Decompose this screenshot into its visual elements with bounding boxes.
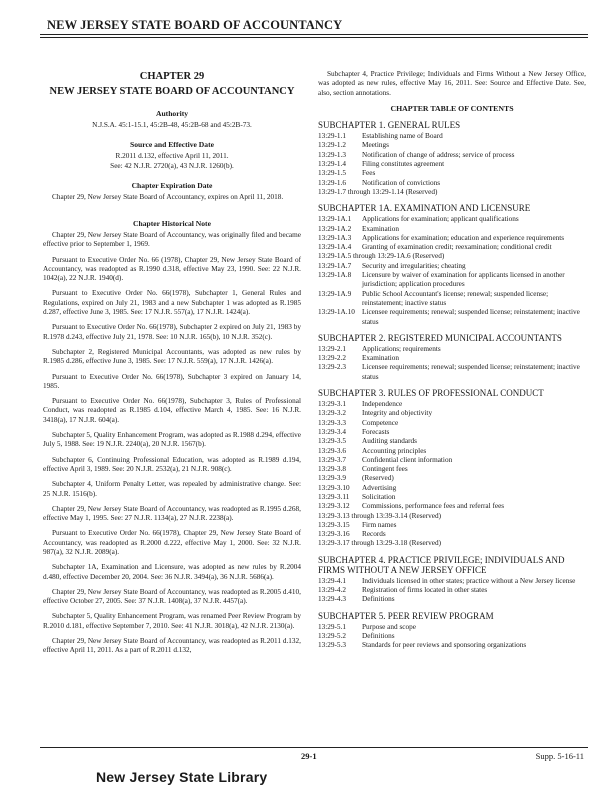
- toc-section-title: Definitions: [362, 631, 395, 640]
- toc-entry: [318, 595, 586, 604]
- toc-section-number: 13:29-1.2: [318, 141, 346, 150]
- toc-section-number: 13:29-3.5: [318, 437, 346, 446]
- toc-entry: [318, 132, 586, 141]
- footer-rule: [40, 747, 588, 748]
- toc-section-title: Meetings: [362, 141, 389, 150]
- toc-subchapter-heading: SUBCHAPTER 1. GENERAL RULES: [318, 120, 461, 131]
- toc-section-number: 13:29-3.1: [318, 400, 346, 409]
- toc-entry: [318, 290, 586, 309]
- toc-section-number: 13:29-3.9: [318, 474, 346, 483]
- toc-section-number: 13:29-4.1: [318, 576, 346, 585]
- source-heading: Source and Effective Date: [129, 140, 214, 150]
- toc-entry: [318, 465, 586, 474]
- history-paragraph: Chapter 29, New Jersey State Board of Accountancy, was readopted as R.2005 d.410, effective October 27, 2005. See: 37 N.J.R. 1408(a), 37 N.J.R. 4457(a).: [43, 587, 301, 606]
- toc-entry: [318, 345, 586, 354]
- toc-section-title: Accounting principles: [362, 446, 427, 455]
- toc-section-number: 13:29-3.2: [318, 409, 346, 418]
- toc-entry: [318, 577, 586, 586]
- toc-entry: [318, 623, 586, 632]
- chapter-number: CHAPTER 29: [139, 71, 205, 82]
- toc-section-number: 13:29-1A.9: [318, 289, 352, 298]
- toc-section-title: Standards for peer reviews and sponsoring organizations: [362, 641, 527, 650]
- toc-section-number: 13:29-5.2: [318, 631, 346, 640]
- toc-section-title: Granting of examination credit; reexamination; conditional credit: [362, 243, 552, 252]
- history-paragraph: Pursuant to Executive Order No. 66(1978), Subchapter 1, General Rules and Regulations, expired on July 21, 1983 and a new Subchapter 1 was adopted as R.1985 d.287, effective June 3, 1985. See: 17 N.J.R. 557(a), 17 N.J.R. 1424(a).: [43, 289, 301, 317]
- toc-subchapter: [318, 555, 586, 605]
- toc-section-title: Integrity and objectivity: [362, 409, 433, 418]
- toc-subchapter-heading: SUBCHAPTER 1A. EXAMINATION AND LICENSURE: [318, 203, 531, 214]
- toc-section-title: Security and irregularities; cheating: [362, 261, 466, 270]
- history-paragraph: Chapter 29, New Jersey State Board of Accountancy, was readopted as R.2011 d.132, effective April 11, 2011. As a part of R.2011 d.132,: [43, 637, 301, 655]
- running-header: NEW JERSEY STATE BOARD OF ACCOUNTANCY: [47, 18, 343, 32]
- toc-entry: [318, 502, 586, 511]
- toc-entry: [318, 160, 586, 169]
- authority-text: N.J.S.A. 45:1-15.1, 45:2B-48, 45:2B-68 and 45:2B-73.: [92, 120, 252, 129]
- toc-section-title: (Reserved): [362, 474, 394, 483]
- toc-entry: [318, 641, 586, 650]
- history-paragraph: Pursuant to Executive Order No. 66(1978), Subchapter 2 expired on July 21, 1983 by R.1978 d.243, effective July 21, 1978. See: 10 N.J.R. 165(b), 10 N.J.R. 352(c).: [43, 323, 301, 341]
- toc-section-number: 13:29-3.15: [318, 520, 350, 529]
- toc-section-title: Definitions: [362, 595, 395, 604]
- subchapter-4-note: Subchapter 4, Practice Privilege; Individuals and Firms Without a New Jersey Office, was adopted as new rules, effective May 16, 2011. See: Source and Effective Date. See, also, section annotations.: [318, 70, 586, 97]
- toc-section-title: Records: [362, 530, 386, 539]
- toc-entry: [318, 456, 586, 465]
- toc-section-title: Public School Accountant's license; renewal; suspended license; reinstatement; inactive status: [362, 289, 549, 307]
- expiration-text: Chapter 29, New Jersey State Board of Accountancy, expires on April 11, 2018.: [52, 193, 284, 202]
- page-number: 29-1: [301, 751, 317, 761]
- expiration-heading: Chapter Expiration Date: [131, 181, 213, 191]
- toc-section-title: Establishing name of Board: [362, 132, 443, 141]
- toc-section-title: Purpose and scope: [362, 622, 416, 631]
- toc-entry: [318, 484, 586, 493]
- history-paragraph: Subchapter 5, Quality Enhancement Program, was renamed Peer Review Program by R.2010 d.181, effective September 7, 2010. See: 41 N.J.R. 3018(a), 42 N.J.R. 2130(a).: [43, 612, 301, 630]
- toc-section-number: 13:29-5.1: [318, 622, 346, 631]
- source-line-2: See: 42 N.J.R. 2720(a), 43 N.J.R. 1260(b).: [110, 161, 234, 170]
- toc-entry: [318, 151, 586, 160]
- toc-section-number: 13:29-4.3: [318, 595, 346, 604]
- toc-section-number: 13:29-2.3: [318, 363, 346, 372]
- history-paragraph: Subchapter 1A, Examination and Licensure, was adopted as new rules by R.2004 d.480, effective December 20, 2004. See: 36 N.J.R. 3494(a), 36 N.J.R. 5686(a).: [43, 563, 301, 581]
- history-paragraph: Pursuant to Executive Order No. 66(1978), Subchapter 3 expired on January 14, 1985.: [43, 372, 301, 390]
- toc-section-title: Notification of convictions: [362, 178, 441, 187]
- toc-section-title: Applications; requirements: [362, 344, 441, 353]
- toc-entry: [318, 530, 586, 539]
- toc-section-title: Licensee requirements; renewal; suspended license; reinstatement; inactive status: [362, 363, 580, 381]
- toc-section-title: Registration of firms located in other states: [362, 586, 488, 595]
- toc-section-number: 13:29-1.1: [318, 132, 346, 141]
- history-paragraph: Chapter 29, New Jersey State Board of Accountancy, was originally filed and became effective prior to September 1, 1969.: [43, 230, 301, 249]
- toc-section-title: Applications for examination; applicant qualifications: [362, 215, 519, 224]
- toc-section-title: Licensure by waiver of examination for applicants licensed in another jurisdiction; application procedures: [362, 271, 565, 289]
- toc-section-number: 13:29-3.8: [318, 465, 346, 474]
- toc-section-title: Competence: [362, 418, 399, 427]
- toc-subchapter-heading: SUBCHAPTER 2. REGISTERED MUNICIPAL ACCOUNTANTS: [318, 332, 562, 343]
- toc-subchapter-heading: SUBCHAPTER 5. PEER REVIEW PROGRAM: [318, 610, 494, 621]
- supplement-date: Supp. 5-16-11: [535, 751, 584, 761]
- toc-section-title: Advertising: [362, 483, 397, 492]
- toc-subchapter-heading: SUBCHAPTER 4. PRACTICE PRIVILEGE; INDIVIDUALS AND FIRMS WITHOUT A NEW JERSEY OFFICE: [318, 554, 565, 575]
- toc-section-number: 13:29-1A.8: [318, 271, 352, 280]
- toc-section-number: 13:29-1A.1: [318, 215, 352, 224]
- toc-subchapter: [318, 611, 586, 651]
- toc-section-title: Individuals licensed in other states; practice without a New Jersey license: [362, 576, 576, 585]
- toc-entry: [318, 169, 586, 178]
- toc-section-number: 13:29-3.12: [318, 502, 350, 511]
- toc-section-title: Commissions, performance fees and referral fees: [362, 502, 505, 511]
- toc-section-number: 13:29-1A.10: [318, 308, 355, 317]
- header-rule: [40, 34, 588, 35]
- toc-section-title: Filing constitutes agreement: [362, 160, 445, 169]
- toc-section-number: 13:29-2.1: [318, 344, 346, 353]
- toc-entry: [318, 363, 586, 382]
- toc-reserved-range: 13:29-3.17 through 13:29-3.18 (Reserved): [318, 539, 442, 548]
- toc-section-title: Solicitation: [362, 492, 396, 501]
- history-heading: Chapter Historical Note: [133, 218, 211, 228]
- toc-section-title: Confidential client information: [362, 455, 453, 464]
- toc-section-number: 13:29-3.16: [318, 530, 350, 539]
- toc-entry: [318, 428, 586, 437]
- toc-reserved-range: 13:29-1.7 through 13:29-1.14 (Reserved): [318, 187, 438, 196]
- authority-heading: Authority: [155, 108, 189, 118]
- toc-subchapter: [318, 120, 586, 197]
- right-column: [318, 70, 586, 657]
- toc-section-number: 13:29-1.6: [318, 178, 346, 187]
- toc-section-number: 13:29-1.5: [318, 169, 346, 178]
- toc-entry: [318, 271, 586, 290]
- toc-entry: [318, 308, 586, 327]
- toc-subchapter: [318, 388, 586, 549]
- toc-section-title: Licensee requirements; renewal; suspended license; reinstatement; inactive status: [362, 308, 580, 326]
- toc-section-number: 13:29-3.11: [318, 492, 350, 501]
- toc-entry: [318, 632, 586, 641]
- chapter-title: NEW JERSEY STATE BOARD OF ACCOUNTANCY: [49, 86, 295, 98]
- toc-entry: [318, 215, 586, 224]
- toc-entry: [318, 586, 586, 595]
- library-stamp: New Jersey State Library: [96, 769, 268, 785]
- toc-entry: [318, 419, 586, 428]
- toc-section-title: Examination: [362, 224, 400, 233]
- toc-section-title: Auditing standards: [362, 437, 417, 446]
- toc-entry: [318, 243, 586, 252]
- toc-entry: [318, 262, 586, 271]
- toc-section-number: 13:29-2.2: [318, 354, 346, 363]
- toc-section-number: 13:29-1.3: [318, 150, 346, 159]
- toc-section-number: 13:29-1.4: [318, 160, 346, 169]
- history-paragraph: Subchapter 6, Continuing Professional Education, was adopted as R.1989 d.194, effective April 3, 1989. See: 20 N.J.R. 2532(a), 21 N.J.R. 908(c).: [43, 455, 301, 473]
- toc-section-number: 13:29-1A.7: [318, 261, 352, 270]
- toc-section-number: 13:29-3.6: [318, 446, 346, 455]
- toc-section-number: 13:29-3.10: [318, 483, 350, 492]
- toc-section-title: Examination: [362, 354, 400, 363]
- toc-section-number: 13:29-3.7: [318, 455, 346, 464]
- toc-section-title: Forecasts: [362, 427, 390, 436]
- toc-entry: [318, 234, 586, 243]
- toc-section-title: Fees: [362, 169, 376, 178]
- toc-section-number: 13:29-3.3: [318, 418, 346, 427]
- toc-subchapter: [318, 333, 586, 382]
- toc-entry: [318, 437, 586, 446]
- toc-section-number: 13:29-3.4: [318, 427, 346, 436]
- history-paragraph: Chapter 29, New Jersey State Board of Accountancy, was readopted as R.1995 d.268, effective May 1, 1995. See: 27 N.J.R. 1134(a), 27 N.J.R. 2238(a).: [43, 504, 301, 523]
- toc-entry: [318, 521, 586, 530]
- toc-subchapter-heading: SUBCHAPTER 3. RULES OF PROFESSIONAL CONDUCT: [318, 388, 544, 399]
- toc-entry: [318, 141, 586, 150]
- toc-section-number: 13:29-1A.2: [318, 224, 352, 233]
- toc-section-title: Notification of change of address; service of process: [362, 150, 515, 159]
- toc-subchapter: [318, 203, 586, 327]
- toc-title: CHAPTER TABLE OF CONTENTS: [390, 103, 514, 113]
- toc-section-title: Applications for examination; education and experience requirements: [362, 233, 565, 242]
- left-column: [43, 72, 301, 662]
- history-paragraph: Pursuant to Executive Order No. 66(1978), Chapter 29, New Jersey State Board of Accountancy, was readopted as R.2000 d.222, effective May 1, 2000. See: 32 N.J.R. 987(a), 32 N.J.R. 2089(a).: [43, 529, 301, 556]
- toc-section-title: Contingent fees: [362, 465, 408, 474]
- table-of-contents: [318, 120, 586, 650]
- toc-entry: [318, 493, 586, 502]
- toc-entry: [318, 179, 586, 188]
- toc-section-title: Firm names: [362, 520, 397, 529]
- toc-reserved-range: 13:29-3.13 through 13:39-3.14 (Reserved): [318, 511, 442, 520]
- toc-entry: [318, 400, 586, 409]
- toc-entry: [318, 474, 586, 483]
- toc-entry: [318, 225, 586, 234]
- history-paragraph: Pursuant to Executive Order No. 66(1978), Subchapter 3, Rules of Professional Conduct, was readopted as R.1985 d.104, effective March 4, 1985. See: 16 N.J.R. 3418(a), 17 N.J.R. 604(a).: [43, 397, 301, 424]
- history-paragraph: Pursuant to Executive Order No. 66 (1978), Chapter 29, New Jersey State Board of Accountancy, was readopted as R.1990 d.318, effective May 23, 1990. See: 22 N.J.R. 1042(a), 22 N.J.R. 1940(d).: [43, 255, 301, 283]
- history-paragraph: Subchapter 4, Uniform Penalty Letter, was repealed by administrative change. See: 25 N.J.R. 1516(b).: [43, 480, 301, 498]
- history-paragraph: Subchapter 2, Registered Municipal Accountants, was adopted as new rules by R.1985 d.286, effective June 3, 1985. See: 17 N.J.R. 559(a), 17 N.J.R. 1426(a).: [43, 347, 301, 366]
- toc-entry: [318, 409, 586, 418]
- toc-section-number: 13:29-4.2: [318, 586, 346, 595]
- header-rule-thin: [40, 37, 588, 38]
- toc-section-number: 13:29-5.3: [318, 641, 346, 650]
- toc-entry: [318, 354, 586, 363]
- toc-entry: [318, 447, 586, 456]
- toc-section-number: 13:29-1A.3: [318, 233, 352, 242]
- toc-section-number: 13:29-1A.4: [318, 243, 352, 252]
- toc-reserved-range: 13:29-1A.5 through 13:29-1A.6 (Reserved): [318, 252, 445, 261]
- history-paragraphs: [43, 231, 301, 656]
- history-paragraph: Subchapter 5, Quality Enhancement Program, was adopted as R.1988 d.294, effective July 5, 1988. See: 19 N.J.R. 2240(a), 20 N.J.R. 1567(b).: [43, 431, 301, 449]
- toc-section-title: Independence: [362, 400, 403, 409]
- source-line-1: R.2011 d.132, effective April 11, 2011.: [115, 152, 229, 161]
